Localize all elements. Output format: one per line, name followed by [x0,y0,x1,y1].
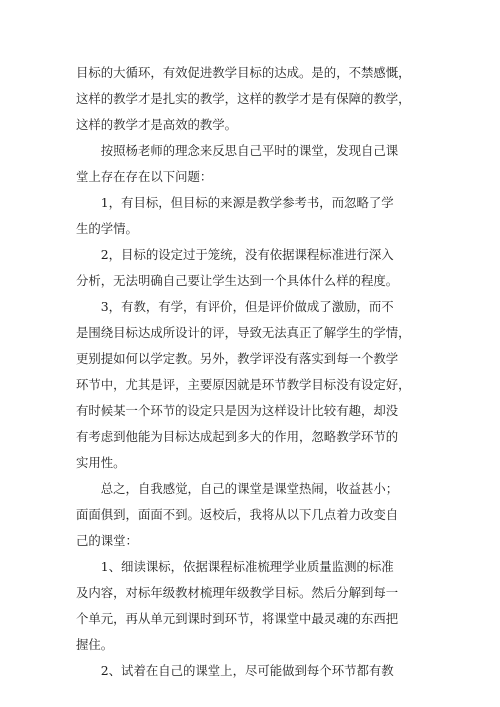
text-line: 3，有教，有学，有评价，但是评价做成了激励，而不 [76,299,394,314]
text-line: 环节中，尤其是评，主要原因就是环节教学目标没有设定好， [76,377,411,392]
text-line: 有时候某一个环节的设定只是因为这样设计比较有趣，却没 [76,403,399,418]
text-line: 是围绕目标达成所设计的评，导致无法真正了解学生的学情， [76,325,411,340]
text-line: 按照杨老师的理念来反思自己平时的课堂，发现自己课 [76,143,399,158]
body-text [76,60,432,684]
text-line: 生的学情。 [76,221,138,236]
text-line: 这样的教学才是扎实的教学，这样的教学才是有保障的教学， [76,91,411,106]
text-line: 面面俱到，面面不到。返校后，我将从以下几点着力改变自 [76,507,399,522]
text-line: 目标的大循环，有效促进教学目标的达成。是的，不禁感慨， [76,65,411,80]
text-line: 这样的教学才是高效的教学。 [76,117,238,132]
text-line: 个单元，再从单元到课时到环节，将课堂中最灵魂的东西把 [76,611,399,626]
text-line: 有考虑到他能为目标达成起到多大的作用，忽略教学环节的 [76,429,399,444]
text-line: 1，有目标，但目标的来源是教学参考书，而忽略了学 [76,195,394,210]
text-line: 及内容，对标年级教材梳理年级教学目标。然后分解到每一 [76,585,399,600]
text-line: 总之，自我感觉，自己的课堂是课堂热闹，收益甚小； [76,481,399,496]
text-line: 2，目标的设定过于笼统，没有依据课程标准进行深入 [76,247,394,262]
text-line: 堂上存在存在以下问题： [76,169,213,184]
text-line: 握住。 [76,637,114,652]
text-line: 分析，无法明确自己要让学生达到一个具体什么样的程度。 [76,273,399,288]
text-line: 实用性。 [76,455,126,470]
text-line: 己的课堂： [76,533,138,548]
text-line: 2、试着在自己的课堂上，尽可能做到每个环节都有教 [76,663,394,678]
text-line: 更别提如何以学定教。另外，教学评没有落实到每一个教学 [76,351,399,366]
text-line: 1、细读课标，依据课程标准梳理学业质量监测的标准 [76,559,394,574]
